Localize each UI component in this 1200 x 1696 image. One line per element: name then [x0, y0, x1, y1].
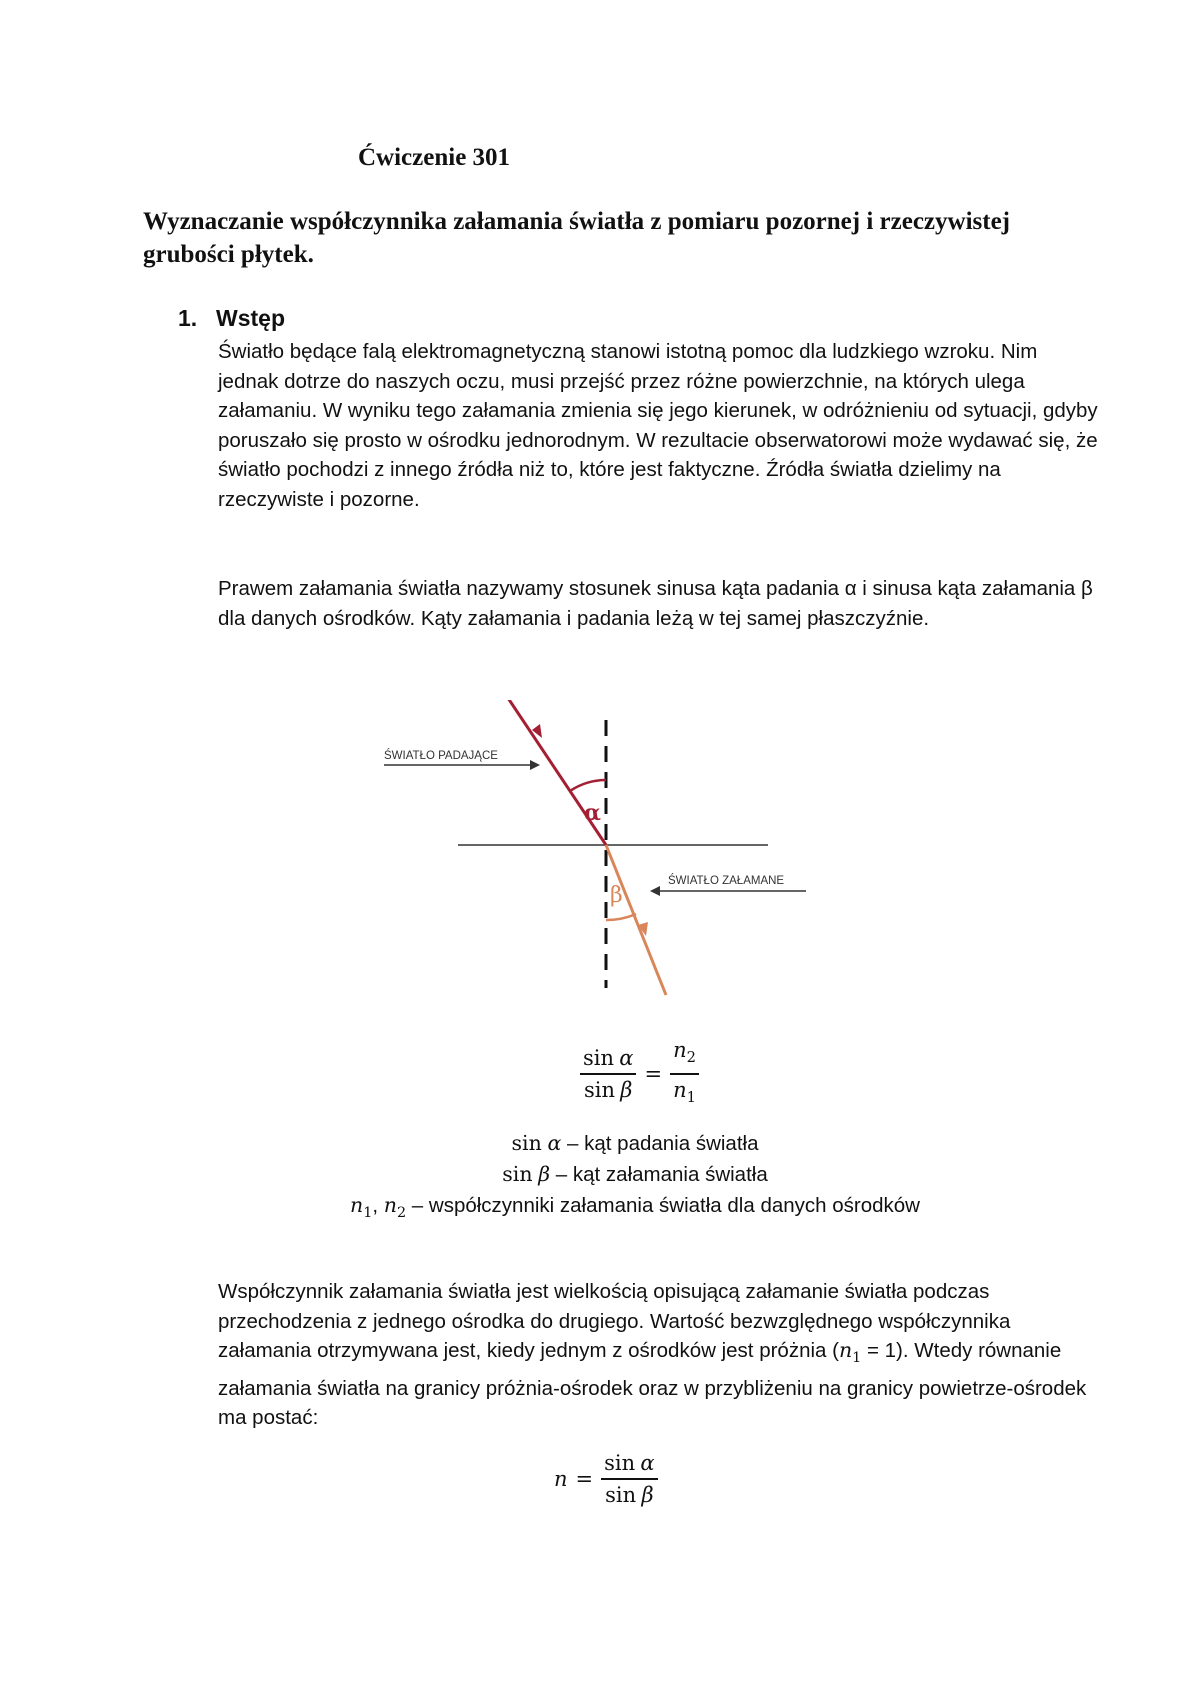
legend-line3-sub2: 2 — [396, 1205, 407, 1222]
incident-pointer-arrow-icon — [530, 760, 540, 770]
formula-1-lhs — [580, 1043, 636, 1105]
beta-arc — [606, 914, 636, 920]
legend-line-refraction — [250, 1159, 1020, 1190]
formula-2-lhs: n — [554, 1467, 568, 1491]
legend-line1-var: α — [547, 1131, 562, 1155]
coefficient-text-a: Współczynnik załamania światła jest wielkością opisującą załamanie światła podczas przechodzenia z jednego ośrodka do drugiego. Wartość bezwzględnego współczynnika załamania otrzymywana jest, kiedy jednym z ośrodków jest próżnia ( — [218, 1280, 1011, 1362]
alpha-arc — [570, 780, 606, 791]
legend-line3-sub1: 1 — [363, 1205, 373, 1222]
formula-1-rhs-den-sub: 1 — [686, 1089, 696, 1107]
refraction-law-paragraph: Prawem załamania światła nazywamy stosunek sinusa kąta padania α i sinusa kąta załamania β dla danych ośrodków. Kąty załamania i padania leżą w tej samej płaszczyźnie. — [218, 577, 1093, 630]
alpha-label: α — [584, 800, 601, 826]
formula-2-num-var: α — [640, 1451, 655, 1475]
legend-line1-text: – kąt padania światła — [561, 1132, 759, 1155]
legend-line2-text: – kąt załamania światła — [550, 1163, 768, 1186]
formula-2-rhs — [601, 1448, 657, 1510]
formula-1-equals: = — [644, 1062, 663, 1087]
legend-line3-sep: , — [372, 1194, 384, 1217]
legend-line3-text: – współczynniki załamania światła dla danych ośrodków — [406, 1194, 920, 1217]
legend-line2-var: β — [538, 1162, 551, 1186]
section-title: Wstęp — [216, 305, 285, 331]
formula-1-rhs — [670, 1035, 699, 1113]
formula-2-den-var: β — [641, 1483, 654, 1507]
legend-line1-fn: sin — [511, 1131, 542, 1155]
refraction-diagram — [340, 700, 820, 1000]
formula-2-equals: = — [575, 1467, 594, 1491]
incident-light-label: ŚWIATŁO PADAJĄCE — [384, 750, 498, 762]
legend-line2-fn: sin — [502, 1162, 533, 1186]
formula-1-num-fn: sin — [583, 1046, 615, 1071]
intro-paragraph: Światło będące falą elektromagnetyczną stanowi istotną pomoc dla ludzkiego wzroku. Nim jednak dotrze do naszych oczu, musi przejść przez różne powierzchnie, na których ulega załamaniu. W wyniku tego załamania zmienia się jego kierunek, w odróżnieniu od sytuacji, gdyby poruszało się prosto w ośrodku jednorodnym. W rezultacie obserwatorowi może wydawać się, że światło pochodzi z innego źródła niż to, które jest faktyczne. Źródła światła dzielimy na rzeczywiste i pozorne. — [218, 340, 1098, 511]
legend-line3-var1: n — [350, 1193, 364, 1217]
coefficient-text-b: = 1). Wtedy równanie załamania światła na granicy próżnia-ośrodek oraz w przybliżeniu na granicy powietrze-ośrodek ma postać: — [218, 1339, 1087, 1430]
refractive-index-formula — [554, 1448, 658, 1510]
section-heading — [178, 305, 285, 332]
formula-1-den-var: β — [620, 1078, 633, 1103]
document-subtitle: Wyznaczanie współczynnika załamania światła z pomiaru pozornej i rzeczywistej grubości płytek. — [143, 208, 1011, 268]
refracted-pointer-arrow-icon — [650, 886, 660, 896]
coefficient-n1-var: n — [838, 1338, 853, 1362]
refracted-light-label: ŚWIATŁO ZAŁAMANE — [668, 875, 785, 887]
coefficient-paragraph — [218, 1277, 1098, 1433]
formula-1-den-fn: sin — [584, 1078, 616, 1103]
formula-legend — [250, 1128, 1020, 1228]
beta-label: β — [610, 883, 623, 908]
legend-line-incidence — [250, 1128, 1020, 1159]
document-title: Ćwiczenie 301 — [358, 144, 511, 171]
formula-2-den-fn: sin — [605, 1483, 637, 1507]
legend-line3-var2: n — [383, 1193, 397, 1217]
snell-law-formula — [580, 1035, 699, 1113]
legend-line-indices — [250, 1190, 1020, 1228]
formula-2-num-fn: sin — [604, 1451, 636, 1475]
formula-1-rhs-num-var: n — [673, 1038, 687, 1062]
formula-1-num-var: α — [619, 1046, 634, 1071]
formula-1-rhs-num-sub: 2 — [686, 1049, 696, 1067]
section-number: 1. — [178, 305, 198, 331]
formula-1-rhs-den-var: n — [673, 1078, 687, 1103]
coefficient-n1-sub: 1 — [852, 1350, 862, 1367]
